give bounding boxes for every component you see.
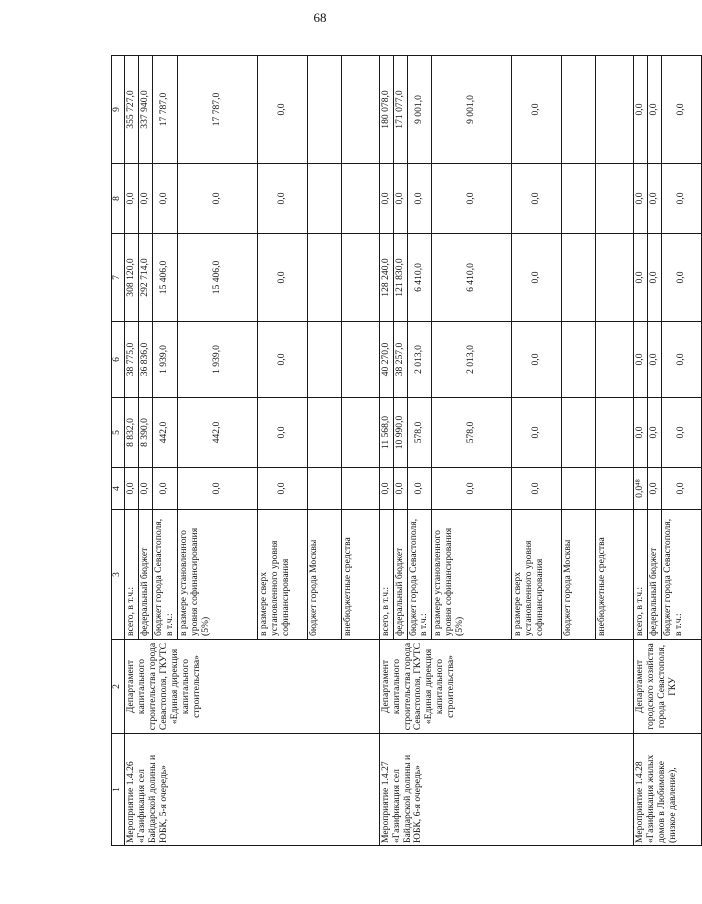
amount-cell: 0,0 — [257, 234, 307, 322]
funding-source-cell: в размере сверх установленного уровня софинансирования — [257, 510, 307, 640]
amount-cell: 0,0 — [648, 468, 662, 510]
budget-table — [111, 55, 702, 846]
funding-source-cell: в размере сверх установленного уровня софинансирования — [512, 510, 562, 640]
page-number: 68 — [313, 10, 327, 25]
executor-cell: Департамент капитального строительства города Севастополя, ГКУТС «Единая дирекция капитального строительства» — [125, 640, 380, 734]
amount-cell: 0,0 — [648, 56, 662, 164]
amount-cell: 6 410,0 — [407, 234, 432, 322]
column-number: 3 — [112, 510, 125, 640]
amount-cell: 0,0 — [634, 56, 648, 164]
funding-source-cell: всего, в т.ч.: — [379, 510, 393, 640]
amount-cell: 0,0 — [257, 398, 307, 468]
amount-cell: 0,0 — [648, 398, 662, 468]
amount-cell: 0,0 — [407, 164, 432, 234]
amount-cell: 0,0 — [648, 164, 662, 234]
amount-cell: 1 939,0 — [152, 322, 177, 398]
amount-cell: 0,0 — [257, 56, 307, 164]
amount-cell: 11 568,0 — [379, 398, 393, 468]
amount-cell: 0,0 — [432, 468, 512, 510]
amount-cell — [341, 322, 379, 398]
funding-source-cell: бюджет города Москвы — [307, 510, 341, 640]
amount-cell: 0,0 — [512, 322, 562, 398]
column-number: 8 — [112, 164, 125, 234]
funding-source-cell: федеральный бюджет — [648, 510, 662, 640]
funding-source-cell: внебюджетные средства — [341, 510, 379, 640]
amount-cell: 8 390,0 — [138, 398, 152, 468]
amount-cell: 0,0 — [662, 234, 702, 322]
amount-cell: 0,0 — [125, 164, 139, 234]
funding-source-cell: внебюджетные средства — [596, 510, 634, 640]
amount-cell: 0,0 — [432, 164, 512, 234]
executor-cell: Департамент капитального строительства города Севастополя, ГКУТС «Единая дирекция капитального строительства» — [379, 640, 634, 734]
table-body — [125, 56, 702, 846]
measure-name-cell: Мероприятие 1.4.27 «Газификация сел Байдарской долины и ЮБК, 6-я очередь» — [379, 734, 634, 846]
amount-cell: 355 727,0 — [125, 56, 139, 164]
amount-cell: 442,0 — [177, 398, 257, 468]
amount-cell: 0,0 — [648, 234, 662, 322]
amount-cell: 0,0 — [152, 468, 177, 510]
amount-cell — [307, 398, 341, 468]
amount-cell: 0,0 — [648, 322, 662, 398]
amount-cell: 0,0 — [257, 468, 307, 510]
amount-cell: 0,0 — [407, 468, 432, 510]
amount-cell — [562, 322, 596, 398]
funding-source-cell: федеральный бюджет — [138, 510, 152, 640]
amount-cell: 40 270,0 — [379, 322, 393, 398]
table-row — [634, 56, 648, 846]
amount-cell — [341, 56, 379, 164]
amount-cell — [596, 56, 634, 164]
amount-cell: 38 775,0 — [125, 322, 139, 398]
amount-cell: 0,0 — [512, 398, 562, 468]
executor-cell: Департамент городского хозяйства города Севастополя, ГКУ — [634, 640, 702, 734]
budget-table-area — [111, 56, 687, 846]
amount-cell: 442,0 — [152, 398, 177, 468]
amount-cell — [307, 322, 341, 398]
amount-cell: 10 990,0 — [393, 398, 407, 468]
amount-cell — [562, 56, 596, 164]
column-number: 2 — [112, 640, 125, 734]
amount-cell — [307, 468, 341, 510]
amount-cell: 0,0 — [393, 468, 407, 510]
amount-cell: 2 013,0 — [407, 322, 432, 398]
amount-cell: 0,0⁴⁸ — [634, 468, 648, 510]
amount-cell: 0,0 — [125, 468, 139, 510]
amount-cell: 578,0 — [407, 398, 432, 468]
amount-cell: 0,0 — [634, 164, 648, 234]
amount-cell: 0,0 — [662, 164, 702, 234]
amount-cell — [307, 164, 341, 234]
amount-cell: 0,0 — [634, 322, 648, 398]
amount-cell: 0,0 — [379, 468, 393, 510]
rotated-table-wrapper — [111, 56, 687, 846]
amount-cell: 0,0 — [177, 468, 257, 510]
amount-cell: 17 787,0 — [177, 56, 257, 164]
measure-name-cell: Мероприятие 1.4.26 «Газификация сел Байдарской долины и ЮБК, 5-я очередь» — [125, 734, 380, 846]
amount-cell: 9 001,0 — [407, 56, 432, 164]
amount-cell — [596, 322, 634, 398]
amount-cell: 1 939,0 — [177, 322, 257, 398]
amount-cell: 0,0 — [662, 322, 702, 398]
column-number: 6 — [112, 322, 125, 398]
table-row — [379, 56, 393, 846]
amount-cell: 0,0 — [634, 234, 648, 322]
amount-cell — [596, 234, 634, 322]
column-number: 5 — [112, 398, 125, 468]
amount-cell: 0,0 — [634, 398, 648, 468]
amount-cell — [596, 468, 634, 510]
amount-cell: 0,0 — [379, 164, 393, 234]
amount-cell — [596, 164, 634, 234]
funding-source-cell: бюджет города Севастополя, в т.ч.: — [407, 510, 432, 640]
amount-cell: 128 240,0 — [379, 234, 393, 322]
amount-cell: 0,0 — [512, 468, 562, 510]
column-number: 1 — [112, 734, 125, 846]
column-number: 7 — [112, 234, 125, 322]
amount-cell: 8 832,0 — [125, 398, 139, 468]
amount-cell: 38 257,0 — [393, 322, 407, 398]
funding-source-cell: федеральный бюджет — [393, 510, 407, 640]
amount-cell: 2 013,0 — [432, 322, 512, 398]
amount-cell: 0,0 — [257, 322, 307, 398]
amount-cell — [562, 468, 596, 510]
amount-cell — [562, 234, 596, 322]
amount-cell: 15 406,0 — [177, 234, 257, 322]
amount-cell: 578,0 — [432, 398, 512, 468]
amount-cell: 0,0 — [138, 164, 152, 234]
amount-cell: 308 120,0 — [125, 234, 139, 322]
amount-cell: 0,0 — [662, 398, 702, 468]
amount-cell: 180 078,0 — [379, 56, 393, 164]
amount-cell — [341, 468, 379, 510]
amount-cell: 0,0 — [512, 56, 562, 164]
funding-source-cell: бюджет города Севастополя, в т.ч.: — [662, 510, 702, 640]
amount-cell: 0,0 — [257, 164, 307, 234]
amount-cell: 0,0 — [177, 164, 257, 234]
funding-source-cell: всего, в т.ч.: — [634, 510, 648, 640]
funding-source-cell: в размере установленного уровня софинансирования (5%) — [432, 510, 512, 640]
amount-cell: 0,0 — [662, 56, 702, 164]
amount-cell — [341, 164, 379, 234]
column-number: 9 — [112, 56, 125, 164]
amount-cell: 6 410,0 — [432, 234, 512, 322]
amount-cell: 337 940,0 — [138, 56, 152, 164]
amount-cell: 0,0 — [512, 234, 562, 322]
amount-cell — [307, 234, 341, 322]
amount-cell: 0,0 — [512, 164, 562, 234]
amount-cell: 0,0 — [393, 164, 407, 234]
amount-cell: 0,0 — [138, 468, 152, 510]
amount-cell: 121 830,0 — [393, 234, 407, 322]
column-number: 4 — [112, 468, 125, 510]
amount-cell: 0,0 — [662, 468, 702, 510]
amount-cell: 17 787,0 — [152, 56, 177, 164]
amount-cell: 171 077,0 — [393, 56, 407, 164]
funding-source-cell: всего, в т.ч.: — [125, 510, 139, 640]
amount-cell — [341, 398, 379, 468]
measure-name-cell: Мероприятие 1.4.28 «Газификация жилых домов в Любимовке (низкое давление), — [634, 734, 702, 846]
funding-source-cell: бюджет города Москвы — [562, 510, 596, 640]
funding-source-cell: в размере установленного уровня софинансирования (5%) — [177, 510, 257, 640]
amount-cell: 15 406,0 — [152, 234, 177, 322]
funding-source-cell: бюджет города Севастополя, в т.ч.: — [152, 510, 177, 640]
amount-cell: 36 836,0 — [138, 322, 152, 398]
amount-cell: 9 001,0 — [432, 56, 512, 164]
amount-cell — [596, 398, 634, 468]
amount-cell — [307, 56, 341, 164]
amount-cell — [562, 398, 596, 468]
amount-cell — [341, 234, 379, 322]
table-row — [125, 56, 139, 846]
amount-cell: 0,0 — [152, 164, 177, 234]
column-number-row — [112, 56, 125, 846]
amount-cell — [562, 164, 596, 234]
amount-cell: 292 714,0 — [138, 234, 152, 322]
